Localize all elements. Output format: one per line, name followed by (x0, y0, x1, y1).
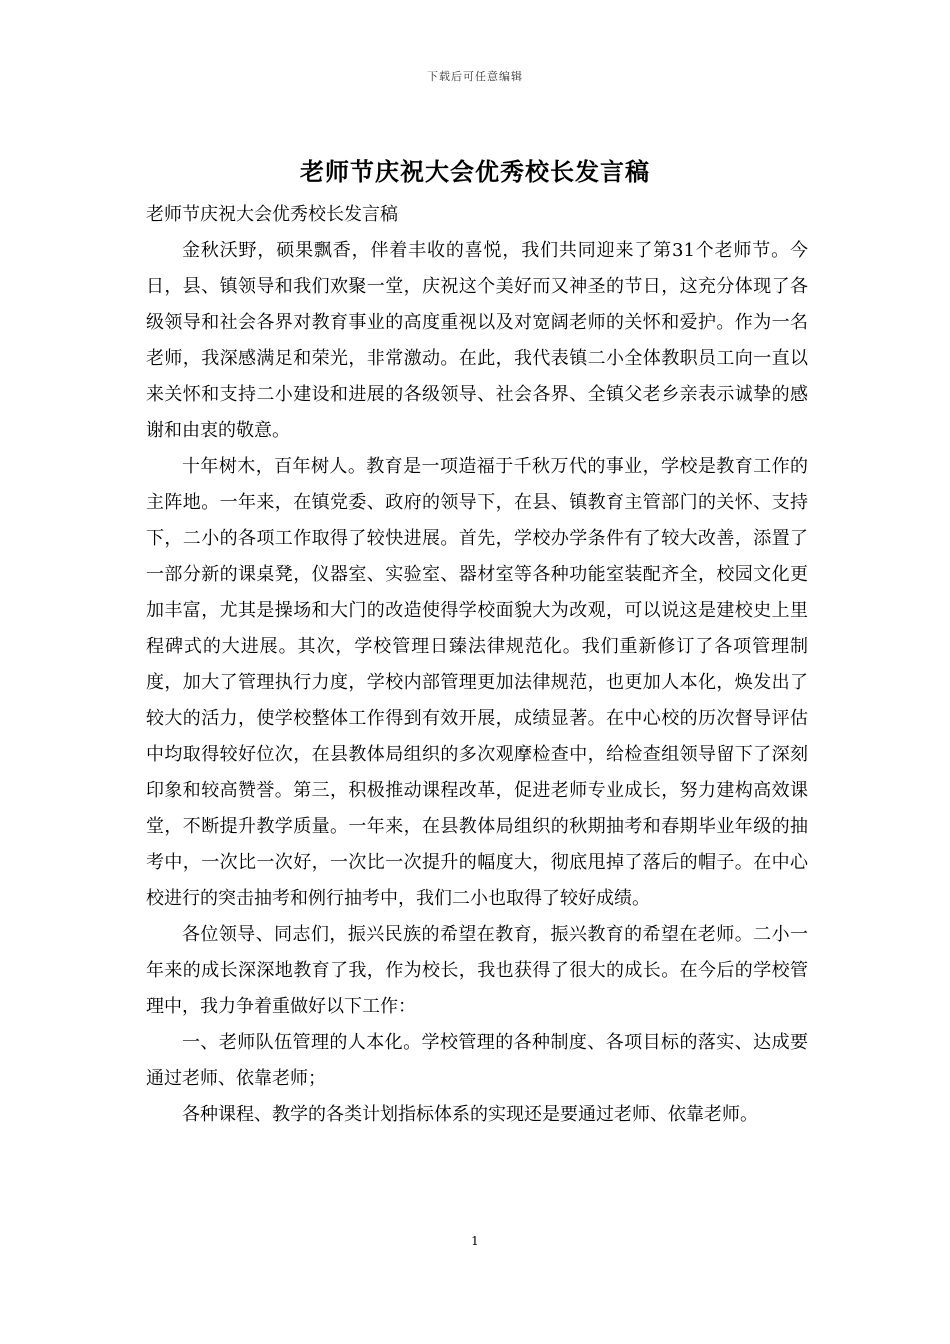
document-title: 老师节庆祝大会优秀校长发言稿 (300, 157, 650, 186)
page-number: 1 (471, 1234, 479, 1248)
paragraph-5: 各种课程、教学的各类计划指标体系的实现还是要通过老师、依靠老师。 (182, 1104, 758, 1125)
paragraph-3: 各位领导、同志们，振兴民族的希望在教育，振兴教育的希望在老师。二小一年来的成长深深地教育了我，作为校长，我也获得了很大的成长。在今后的学校管理中，我力争着重做好以下工作： (146, 924, 808, 1017)
paragraph-1: 金秋沃野，硕果飘香，伴着丰收的喜悦，我们共同迎来了第31个老师节。今日，县、镇领导和我们欢聚一堂，庆祝这个美好而又神圣的节日，这充分体现了各级领导和社会各界对教育事业的高度重视以及对宽阔老师的关怀和爱护。作为一名老师，我深感满足和荣光，非常激动。在此，我代表镇二小全体教职员工向一直以来关怀和支持二小建设和进展的各级领导、社会各界、全镇父老乡亲表示诚挚的感谢和由衷的敬意。 (146, 240, 808, 441)
paragraph-4: 一、老师队伍管理的人本化。学校管理的各种制度、各项目标的落实、达成要通过老师、依靠老师； (146, 1032, 808, 1089)
document-body (146, 197, 808, 1133)
paragraph-2: 十年树木，百年树人。教育是一项造福于千秋万代的事业，学校是教育工作的主阵地。一年来，在镇党委、政府的领导下，在县、镇教育主管部门的关怀、支持下，二小的各项工作取得了较快进展。首先，学校办学条件有了较大改善，添置了一部分新的课桌凳，仪器室、实验室、器材室等各种功能室装配齐全，校园文化更加丰富，尤其是操场和大门的改造使得学校面貌大为改观，可以说这是建校史上里程碑式的大进展。其次，学校管理日臻法律规范化。我们重新修订了各项管理制度，加大了管理执行力度，学校内部管理更加法律规范，也更加人本化，焕发出了较大的活力，使学校整体工作得到有效开展，成绩显著。在中心校的历次督导评估中均取得较好位次，在县教体局组织的多次观摩检查中，给检查组领导留下了深刻印象和较高赞誉。第三，积极推动课程改革，促进老师专业成长，努力建构高效课堂，不断提升教学质量。一年来，在县教体局组织的秋期抽考和春期毕业年级的抽考中，一次比一次好，一次比一次提升的幅度大，彻底甩掉了落后的帽子。在中心校进行的突击抽考和例行抽考中，我们二小也取得了较好成绩。 (146, 456, 808, 909)
subtitle-line: 老师节庆祝大会优秀校长发言稿 (146, 204, 398, 225)
header-note: 下载后可任意编辑 (427, 70, 523, 83)
